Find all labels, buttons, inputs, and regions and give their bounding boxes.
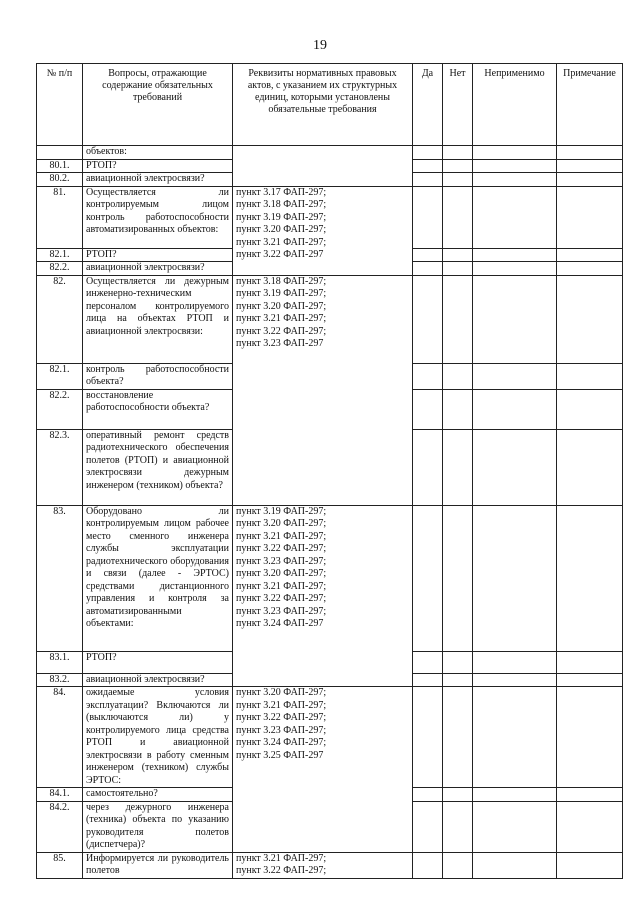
answer-yes-cell [413, 146, 443, 160]
answer-yes-cell [413, 687, 443, 788]
row-number: 83.1. [37, 651, 83, 673]
requisite-item: пункт 3.21 ФАП-297; [236, 699, 327, 711]
note-cell [557, 429, 623, 505]
note-cell [557, 852, 623, 878]
question-text: через дежурного инженера (техника) объекта по указанию руководителя полетов (диспетчера)? [83, 801, 233, 852]
note-cell [557, 262, 623, 276]
note-cell [557, 389, 623, 429]
answer-na-cell [473, 687, 557, 788]
answer-na-cell [473, 186, 557, 248]
answer-na-cell [473, 363, 557, 389]
answer-no-cell [443, 505, 473, 651]
answer-yes-cell [413, 363, 443, 389]
row-number: 82.2. [37, 389, 83, 429]
header-yes: Да [413, 64, 443, 146]
requisite-item: пункт 3.22 ФАП-297 [236, 249, 324, 260]
answer-yes-cell [413, 505, 443, 651]
answer-yes-cell [413, 429, 443, 505]
row-number: 84. [37, 687, 83, 788]
note-cell [557, 146, 623, 160]
row-number [37, 146, 83, 160]
requisite-item: пункт 3.18 ФАП-297; [236, 275, 327, 287]
answer-no-cell [443, 673, 473, 687]
row-number: 82.3. [37, 429, 83, 505]
answer-na-cell [473, 673, 557, 687]
answer-na-cell [473, 159, 557, 173]
note-cell [557, 788, 623, 802]
requisite-item: пункт 3.19 ФАП-297; [236, 288, 327, 299]
row-number: 84.1. [37, 788, 83, 802]
answer-no-cell [443, 801, 473, 852]
header-note: Примечание [557, 64, 623, 146]
requisite-item: пункт 3.19 ФАП-297; [236, 211, 327, 223]
requisite-item: пункт 3.22 ФАП-297; [236, 865, 327, 876]
answer-no-cell [443, 186, 473, 248]
requisite-item: пункт 3.23 ФАП-297; [236, 605, 327, 617]
question-text: восстановление работоспособности объекта? [83, 389, 233, 429]
answer-yes-cell [413, 788, 443, 802]
table-row [37, 275, 623, 363]
note-cell [557, 248, 623, 262]
table-row [37, 687, 623, 788]
table-row [37, 186, 623, 248]
note-cell [557, 505, 623, 651]
question-text: РТОП? [83, 159, 233, 173]
answer-na-cell [473, 248, 557, 262]
question-text: Осуществляется ли дежурным инженерно-техническим персоналом контролируемого лица на объектах РТОП и авиационной электросвязи: [83, 275, 233, 363]
requisites-cell [233, 687, 413, 853]
requisite-item: пункт 3.21 ФАП-297; [236, 580, 327, 592]
answer-yes-cell [413, 275, 443, 363]
answer-no-cell [443, 173, 473, 187]
question-text: самостоятельно? [83, 788, 233, 802]
requisite-item: пункт 3.21 ФАП-297; [236, 236, 327, 248]
requisites-cell [233, 186, 413, 275]
requisite-item: пункт 3.17 ФАП-297; [236, 186, 327, 198]
requisite-item: пункт 3.24 ФАП-297; [236, 737, 327, 748]
header-num: № п/п [37, 64, 83, 146]
requisites-cell [233, 505, 413, 687]
row-number: 83.2. [37, 673, 83, 687]
answer-na-cell [473, 788, 557, 802]
answer-yes-cell [413, 248, 443, 262]
answer-no-cell [443, 363, 473, 389]
requisite-item: пункт 3.23 ФАП-297; [236, 724, 327, 736]
requisite-item: пункт 3.20 ФАП-297; [236, 568, 327, 579]
requisite-item: пункт 3.22 ФАП-297; [236, 325, 327, 337]
answer-na-cell [473, 505, 557, 651]
table-row [37, 505, 623, 651]
answer-no-cell [443, 262, 473, 276]
answer-yes-cell [413, 651, 443, 673]
answer-na-cell [473, 146, 557, 160]
answer-yes-cell [413, 262, 443, 276]
requisite-item: пункт 3.20 ФАП-297; [236, 687, 327, 698]
answer-yes-cell [413, 801, 443, 852]
note-cell [557, 159, 623, 173]
checklist-table [36, 63, 623, 879]
requisite-item: пункт 3.20 ФАП-297; [236, 518, 327, 529]
requisite-item: пункт 3.22 ФАП-297; [236, 543, 327, 554]
note-cell [557, 173, 623, 187]
question-text: объектов: [83, 146, 233, 160]
header-not-applicable: Неприменимо [473, 64, 557, 146]
requisite-item: пункт 3.22 ФАП-297; [236, 593, 327, 604]
answer-no-cell [443, 275, 473, 363]
question-text: контроль работоспособности объекта? [83, 363, 233, 389]
answer-no-cell [443, 159, 473, 173]
answer-yes-cell [413, 673, 443, 687]
note-cell [557, 651, 623, 673]
requisite-item: пункт 3.21 ФАП-297; [236, 313, 327, 324]
answer-na-cell [473, 173, 557, 187]
answer-na-cell [473, 275, 557, 363]
header-question: Вопросы, отражающие содержание обязательных требований [83, 64, 233, 146]
requisite-item: пункт 3.22 ФАП-297; [236, 712, 327, 723]
note-cell [557, 687, 623, 788]
answer-na-cell [473, 429, 557, 505]
requisite-item: пункт 3.24 ФАП-297 [236, 618, 324, 629]
note-cell [557, 275, 623, 363]
table-row [37, 852, 623, 878]
page-number: 19 [313, 38, 327, 53]
answer-yes-cell [413, 186, 443, 248]
requisites-cell [233, 146, 413, 187]
header-no: Нет [443, 64, 473, 146]
answer-no-cell [443, 852, 473, 878]
requisite-item: пункт 3.23 ФАП-297; [236, 555, 327, 567]
row-number: 82.1. [37, 363, 83, 389]
answer-na-cell [473, 651, 557, 673]
question-text: РТОП? [83, 651, 233, 673]
requisite-item: пункт 3.20 ФАП-297; [236, 300, 327, 312]
question-text: авиационной электросвязи? [83, 173, 233, 187]
answer-no-cell [443, 429, 473, 505]
answer-yes-cell [413, 852, 443, 878]
requisite-item: пункт 3.25 ФАП-297 [236, 749, 324, 761]
note-cell [557, 186, 623, 248]
question-text: Оборудовано ли контролируемым лицом рабочее место сменного инженера службы эксплуатации радиотехнического оборудования и связи (далее - ЭРТОС) средствами дистанционного управления и контроля за автоматизированными объектами: [83, 505, 233, 651]
requisites-cell [233, 852, 413, 878]
row-number: 83. [37, 505, 83, 651]
question-text: РТОП? [83, 248, 233, 262]
requisites-cell [233, 275, 413, 505]
answer-no-cell [443, 389, 473, 429]
answer-no-cell [443, 788, 473, 802]
requisite-item: пункт 3.19 ФАП-297; [236, 505, 327, 517]
note-cell [557, 801, 623, 852]
note-cell [557, 673, 623, 687]
answer-na-cell [473, 262, 557, 276]
answer-na-cell [473, 801, 557, 852]
answer-yes-cell [413, 389, 443, 429]
question-text: оперативный ремонт средств радиотехнического обеспечения полетов (РТОП) и авиационной электросвязи дежурным инженером (техником) объекта? [83, 429, 233, 505]
row-number: 84.2. [37, 801, 83, 852]
answer-na-cell [473, 852, 557, 878]
answer-yes-cell [413, 173, 443, 187]
answer-no-cell [443, 651, 473, 673]
row-number: 81. [37, 186, 83, 248]
row-number: 82.1. [37, 248, 83, 262]
question-text: авиационной электросвязи? [83, 262, 233, 276]
requisite-item: пункт 3.21 ФАП-297; [236, 530, 327, 542]
answer-na-cell [473, 389, 557, 429]
answer-no-cell [443, 687, 473, 788]
question-text: Информируется ли руководитель полетов [83, 852, 233, 878]
row-number: 85. [37, 852, 83, 878]
row-number: 82.2. [37, 262, 83, 276]
question-text: ожидаемые условия эксплуатации? Включаются ли (выключаются ли) у контролируемого лица средства РТОП и авиационной электросвязи в работу сменным инженером (техником) службы ЭРТОС: [83, 687, 233, 788]
answer-yes-cell [413, 159, 443, 173]
requisite-item: пункт 3.20 ФАП-297; [236, 224, 327, 235]
question-text: авиационной электросвязи? [83, 673, 233, 687]
question-text: Осуществляется ли контролируемым лицом контроль работоспособности автоматизированных объектов: [83, 186, 233, 248]
requisite-item: пункт 3.23 ФАП-297 [236, 338, 324, 349]
note-cell [557, 363, 623, 389]
table-row [37, 146, 623, 160]
table-header-row [37, 64, 623, 146]
row-number: 80.2. [37, 173, 83, 187]
row-number: 80.1. [37, 159, 83, 173]
answer-no-cell [443, 146, 473, 160]
requisite-item: пункт 3.21 ФАП-297; [236, 852, 327, 864]
requisite-item: пункт 3.18 ФАП-297; [236, 199, 327, 210]
header-requisites: Реквизиты нормативных правовых актов, с указанием их структурных единиц, которыми установлены обязательные требования [233, 64, 413, 146]
answer-no-cell [443, 248, 473, 262]
row-number: 82. [37, 275, 83, 363]
